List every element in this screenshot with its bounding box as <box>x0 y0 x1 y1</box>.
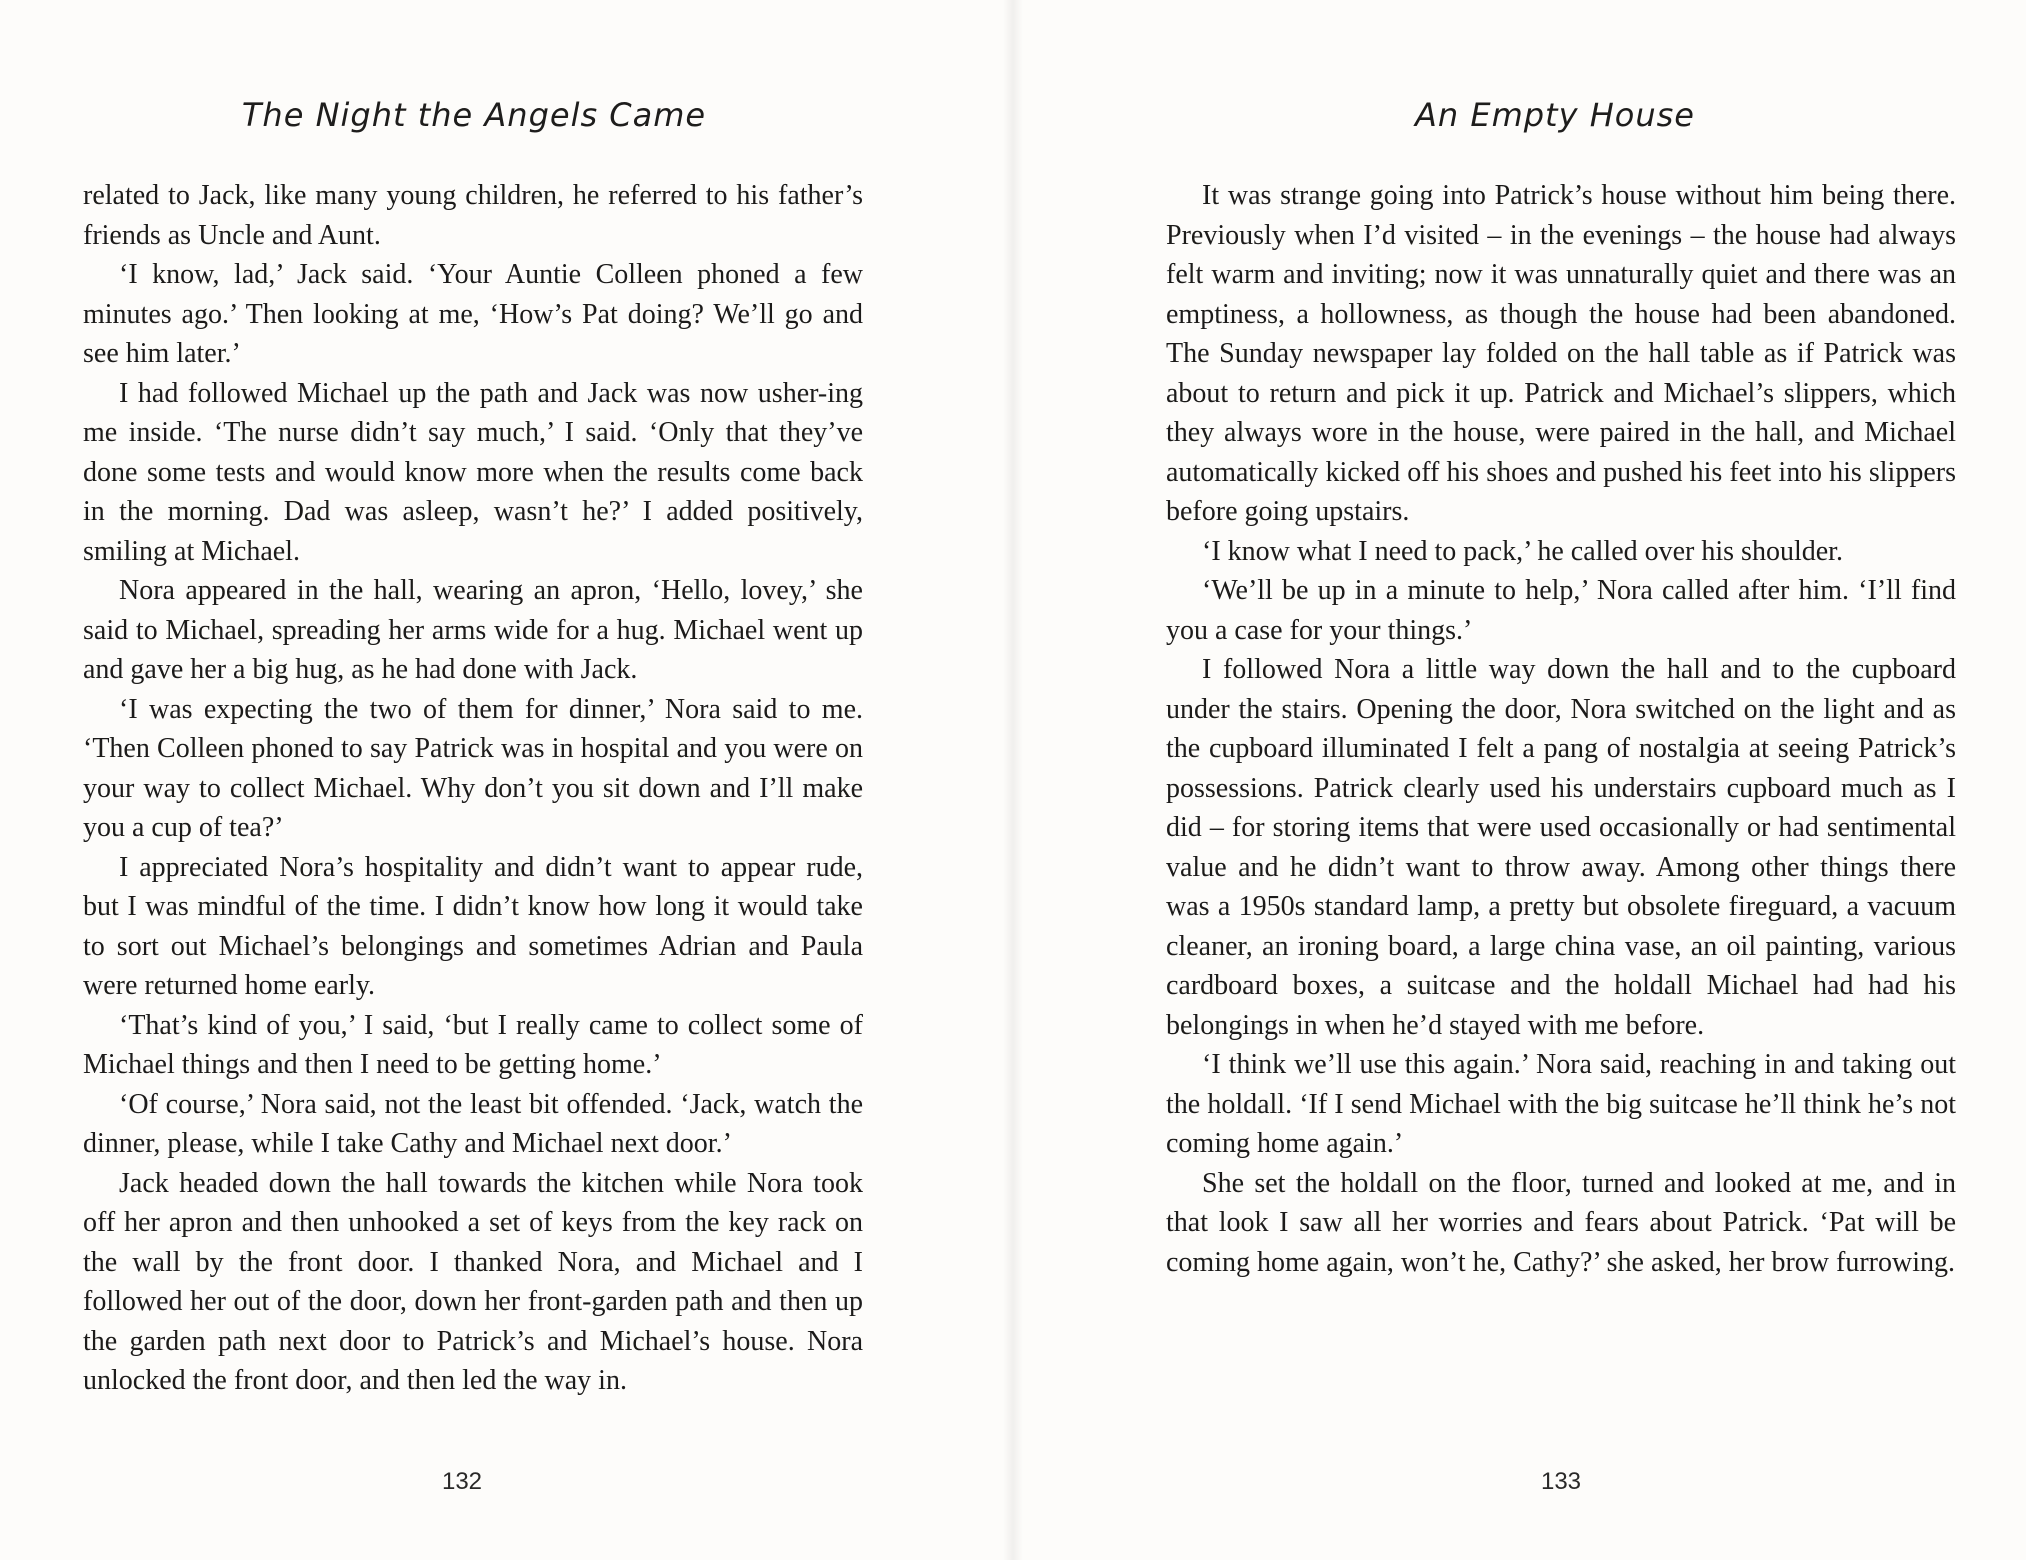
left-body-text <box>83 176 863 1401</box>
paragraph: I appreciated Nora’s hospitality and didn’t want to appear rude, but I was mindful of the time. I didn’t know how long it would take to sort out Michael’s belongings and sometimes Adrian and Paula were returned home early. <box>83 851 863 1001</box>
paragraph: She set the holdall on the floor, turned and looked at me, and in that look I saw all her worries and fears about Patrick. ‘Pat will be coming home again, won’t he, Cathy?’ she asked, her brow furrowing. <box>1166 1167 1956 1278</box>
paragraph: Jack headed down the hall towards the kitchen while Nora took off her apron and then unhooked a set of keys from the key rack on the wall by the front door. I thanked Nora, and Michael and I followed her out of the door, down her front-garden path and then up the garden path next door to Patrick’s and Michael’s house. Nora unlocked the front door, and then led the way in. <box>83 1167 863 1396</box>
paragraph: ‘We’ll be up in a minute to help,’ Nora called after him. ‘I’ll find you a case for your things.’ <box>1166 575 1956 646</box>
right-page <box>1013 0 2026 1560</box>
paragraph: I had followed Michael up the path and Jack was now usher-ing me inside. ‘The nurse didn’t say much,’ I said. ‘Only that they’ve done some tests and would know more when the results come back in the morning. Dad was asleep, wasn’t he?’ I added positively, smiling at Michael. <box>83 377 863 567</box>
paragraph: ‘I think we’ll use this again.’ Nora said, reaching in and taking out the holdall. ‘If I send Michael with the big suitcase he’ll think he’s not coming home again.’ <box>1166 1049 1956 1159</box>
right-running-head: An Empty House <box>1415 96 1695 134</box>
paragraph: Nora appeared in the hall, wearing an apron, ‘Hello, lovey,’ she said to Michael, spreading her arms wide for a hug. Michael went up and gave her a big hug, as he had done with Jack. <box>83 575 863 685</box>
paragraph: I followed Nora a little way down the hall and to the cupboard under the stairs. Opening the door, Nora switched on the light and as the cupboard illuminated I felt a pang of nostalgia at seeing Patrick’s possessions. Patrick clearly used his understairs cupboard much as I did – for storing items that were used occasionally or had sentimental value and he didn’t want to throw away. Among other things there was a 1950s standard lamp, a pretty but obsolete fireguard, a vacuum cleaner, an ironing board, a large china vase, an oil painting, various cardboard boxes, a suitcase and the holdall Michael had had his belongings in when he’d stayed with me before. <box>1166 654 1956 1041</box>
paragraph: ‘That’s kind of you,’ I said, ‘but I really came to collect some of Michael things and then I need to be getting home.’ <box>83 1009 863 1080</box>
right-body-text <box>1166 176 1956 1282</box>
paragraph: ‘I know, lad,’ Jack said. ‘Your Auntie Colleen phoned a few minutes ago.’ Then looking at me, ‘How’s Pat doing? We’ll go and see him later.’ <box>83 259 863 369</box>
paragraph: related to Jack, like many young children, he referred to his father’s friends as Uncle and Aunt. <box>83 180 863 251</box>
left-running-head: The Night the Angels Came <box>241 96 707 134</box>
right-page-number: 133 <box>1540 1468 1582 1495</box>
paragraph: ‘Of course,’ Nora said, not the least bit offended. ‘Jack, watch the dinner, please, while I take Cathy and Michael next door.’ <box>83 1088 863 1159</box>
paragraph: It was strange going into Patrick’s house without him being there. Previously when I’d visited – in the evenings – the house had always felt warm and inviting; now it was unnaturally quiet and there was an emptiness, a hollowness, as though the house had been abandoned. The Sunday newspaper lay folded on the hall table as if Patrick was about to return and pick it up. Patrick and Michael’s slippers, which they always wore in the house, were paired in the hall, and Michael automatically kicked off his shoes and pushed his feet into his slippers before going upstairs. <box>1166 180 1956 527</box>
paragraph: ‘I know what I need to pack,’ he called over his shoulder. <box>1202 535 1843 567</box>
left-page-number: 132 <box>441 1468 483 1495</box>
paragraph: ‘I was expecting the two of them for dinner,’ Nora said to me. ‘Then Colleen phoned to say Patrick was in hospital and you were on your way to collect Michael. Why don’t you sit down and I’ll make you a cup of tea?’ <box>83 693 863 843</box>
